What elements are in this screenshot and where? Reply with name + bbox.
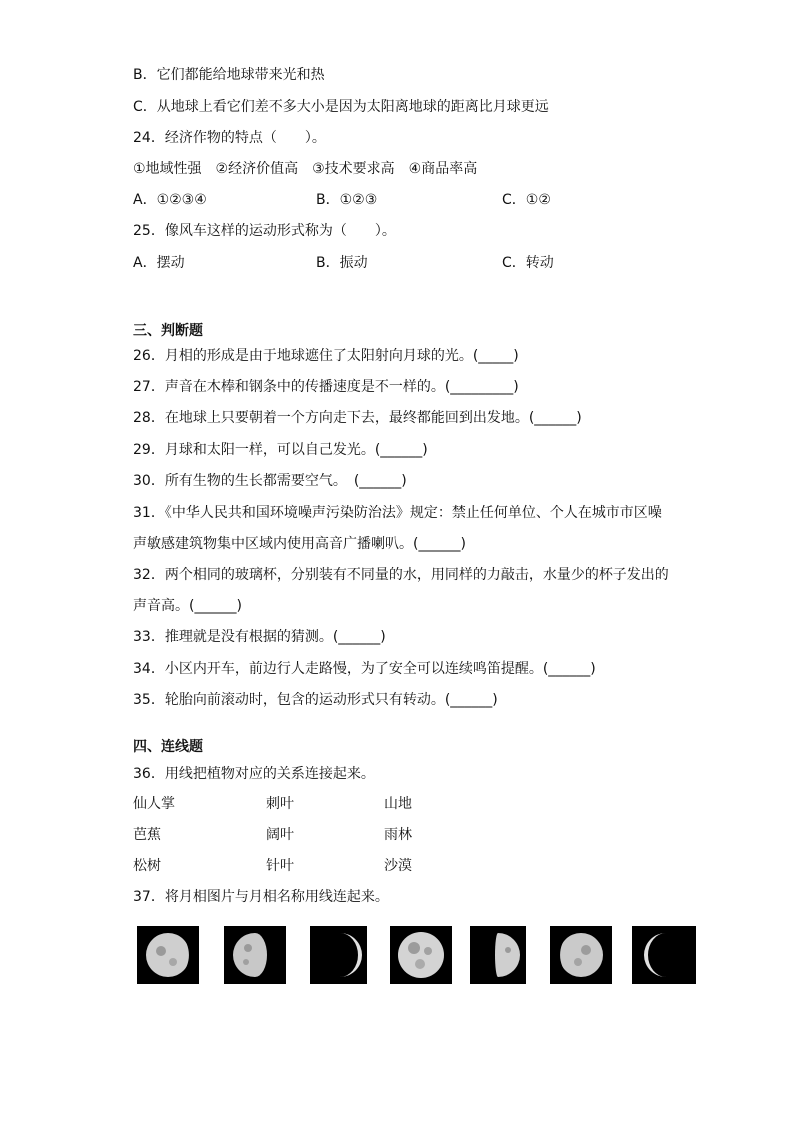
- question-28: 28．在地球上只要朝着一个方向走下去，最终都能回到出发地。(______): [133, 410, 582, 426]
- question-31-line-1: 31．《中华人民共和国环境噪声污染防治法》规定：禁止任何单位、个人在城市市区噪: [133, 505, 662, 521]
- question-30: 30．所有生物的生长都需要空气。 (______): [133, 473, 407, 489]
- question-26: 26．月相的形成是由于地球遮住了太阳射向月球的光。(_____): [133, 348, 519, 364]
- question-29: 29．月球和太阳一样，可以自己发光。(______): [133, 442, 428, 458]
- leaf-type: 针叶: [266, 858, 294, 874]
- question-23-option-b: B．它们都能给地球带来光和热: [133, 67, 325, 83]
- question-25-option-a: A．摆动: [133, 255, 185, 271]
- question-32-line-2: 声音高。(______): [133, 598, 242, 614]
- plant-name: 芭蕉: [133, 827, 161, 843]
- moon-phase-image: [632, 926, 696, 984]
- question-33: 33．推理就是没有根据的猜测。(______): [133, 629, 386, 645]
- question-27: 27．声音在木棒和钢条中的传播速度是不一样的。(_________): [133, 379, 519, 395]
- question-24-choices: ①地域性强 ②经济价值高 ③技术要求高 ④商品率高: [133, 161, 478, 177]
- question-24-stem: 24．经济作物的特点（ ）。: [133, 130, 326, 146]
- moon-phase-image: [224, 926, 286, 984]
- question-35: 35．轮胎向前滚动时，包含的运动形式只有转动。(______): [133, 692, 498, 708]
- section-3-heading: 三、判断题: [133, 323, 203, 339]
- moon-phase-image: [390, 926, 452, 984]
- plant-name: 松树: [133, 858, 161, 874]
- leaf-type: 刺叶: [266, 796, 294, 812]
- question-32-line-1: 32．两个相同的玻璃杯，分别装有不同量的水，用同样的力敲击，水量少的杯子发出的: [133, 567, 669, 583]
- moon-phase-image: [310, 926, 367, 984]
- question-24-option-b: B．①②③: [316, 192, 378, 208]
- question-25-option-b: B．振动: [316, 255, 368, 271]
- habitat: 沙漠: [384, 858, 412, 874]
- question-34: 34．小区内开车，前边行人走路慢，为了安全可以连续鸣笛提醒。(______): [133, 661, 596, 677]
- section-4-heading: 四、连线题: [133, 739, 203, 755]
- moon-phase-image: [550, 926, 612, 984]
- question-37-stem: 37．将月相图片与月相名称用线连起来。: [133, 889, 389, 905]
- leaf-type: 阔叶: [266, 827, 294, 843]
- question-25-option-c: C．转动: [502, 255, 554, 271]
- plant-name: 仙人掌: [133, 796, 175, 812]
- question-31-line-2: 声敏感建筑物集中区域内使用高音广播喇叭。(______): [133, 536, 466, 552]
- moon-phase-image: [470, 926, 526, 984]
- habitat: 雨林: [384, 827, 412, 843]
- moon-phase-image: [137, 926, 199, 984]
- habitat: 山地: [384, 796, 412, 812]
- question-25-stem: 25．像风车这样的运动形式称为（ ）。: [133, 223, 396, 239]
- question-36-stem: 36．用线把植物对应的关系连接起来。: [133, 766, 375, 782]
- question-23-option-c: C．从地球上看它们差不多大小是因为太阳离地球的距离比月球更远: [133, 99, 549, 115]
- question-24-option-a: A．①②③④: [133, 192, 207, 208]
- question-24-option-c: C．①②: [502, 192, 551, 208]
